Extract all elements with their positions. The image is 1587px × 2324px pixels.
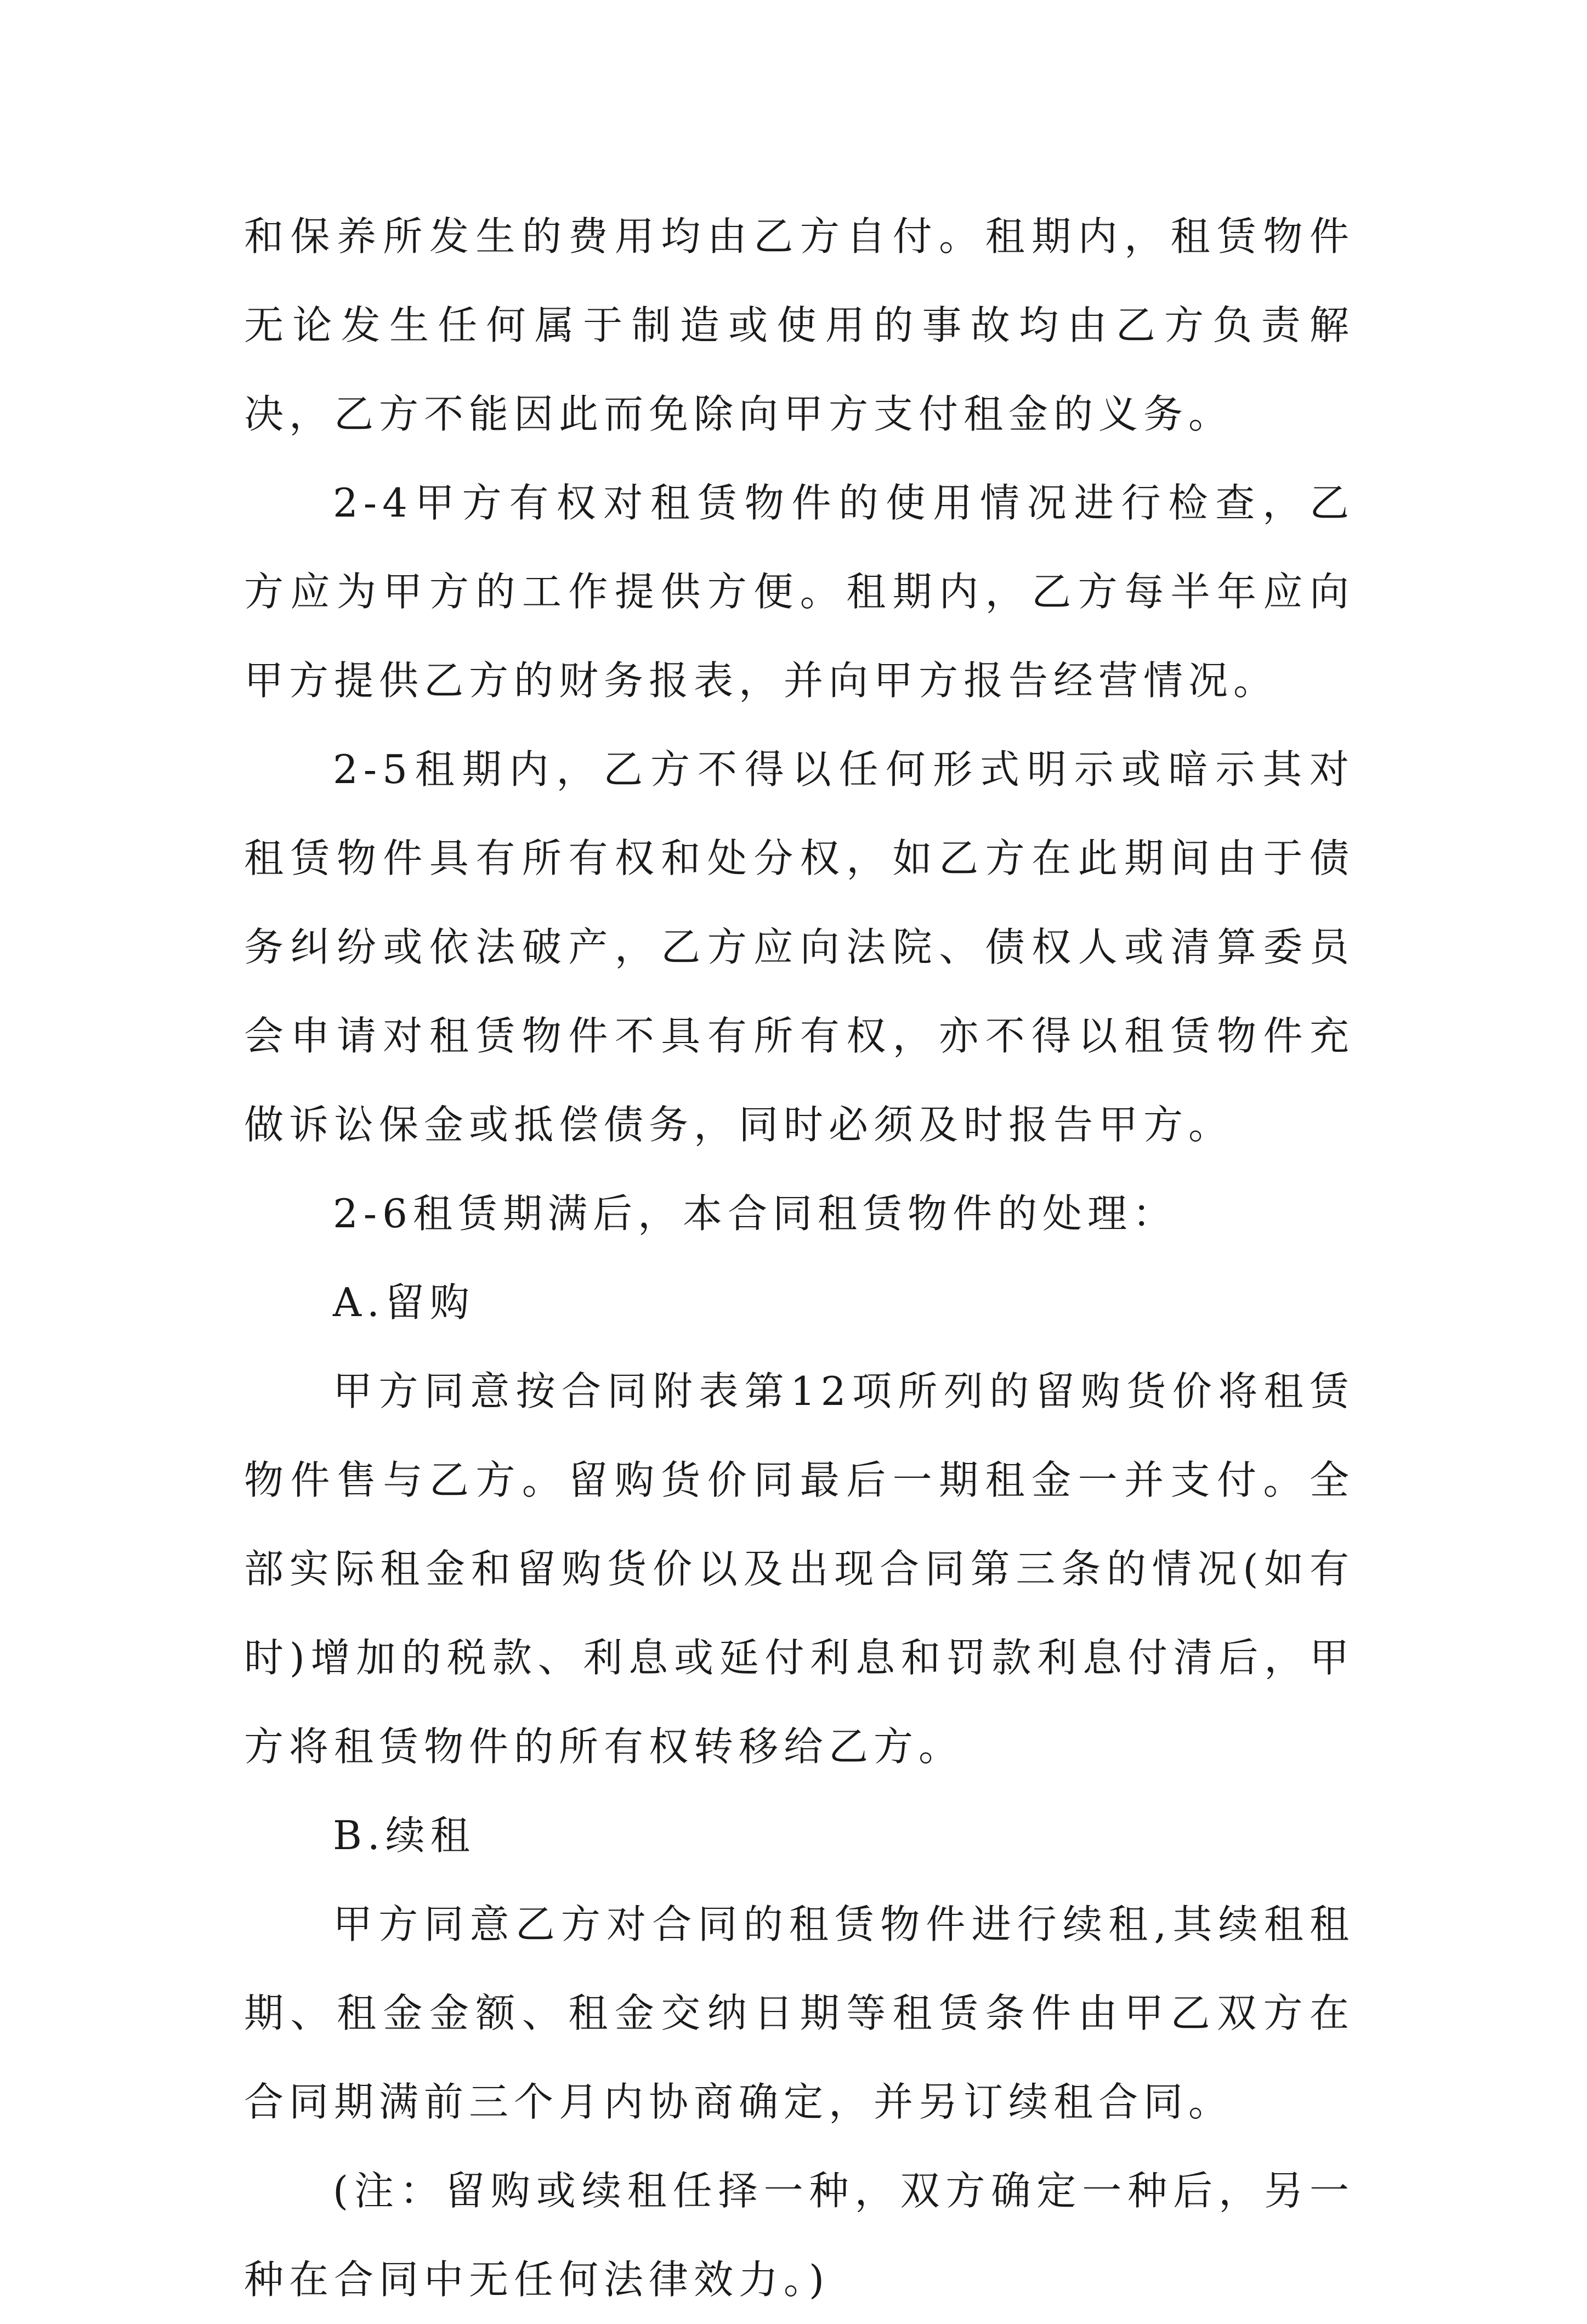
paragraph-maintenance-costs: 和保养所发生的费用均由乙方自付。租期内，租赁物件无论发生任何属于制造或使用的事故均由乙方负责解决，乙方不能因此而免除向甲方支付租金的义务。 [244,213,1354,437]
paragraph-clause-2-5: 2-5租期内，乙方不得以任何形式明示或暗示其对租赁物件具有所有权和处分权，如乙方在此期间由于债务纠纷或依法破产，乙方应向法院、债权人或清算委员会申请对租赁物件不具有所有权，亦不得以租赁物件充做诉讼保金或抵偿债务，同时必须及时报告甲方。 [244,746,1354,1148]
heading-option-a-purchase: A.留购 [333,1279,475,1325]
document-page [244,192,1354,2324]
paragraph-clause-2-6: 2-6租赁期满后，本合同租赁物件的处理： [333,1191,1177,1237]
paragraph-note: (注：留购或续租任择一种，双方确定一种后，另一种在合同中无任何法律效力。) [244,2168,1354,2303]
paragraph-option-b-body: 甲方同意乙方对合同的租赁物件进行续租,其续租租期、租金金额、租金交纳日期等租赁条件由甲乙双方在合同期满前三个月内协商确定，并另订续租合同。 [244,1901,1354,2125]
paragraph-option-a-body: 甲方同意按合同附表第12项所列的留购货价将租赁物件售与乙方。留购货价同最后一期租金一并支付。全部实际租金和留购货价以及出现合同第三条的情况(如有时)增加的税款、利息或延付利息和罚款利息付清后，甲方将租赁物件的所有权转移给乙方。 [244,1368,1354,1770]
paragraph-clause-2-4: 2-4甲方有权对租赁物件的使用情况进行检查，乙方应为甲方的工作提供方便。租期内，乙方每半年应向甲方提供乙方的财务报表，并向甲方报告经营情况。 [244,480,1354,704]
heading-option-b-renewal: B.续租 [333,1812,475,1858]
